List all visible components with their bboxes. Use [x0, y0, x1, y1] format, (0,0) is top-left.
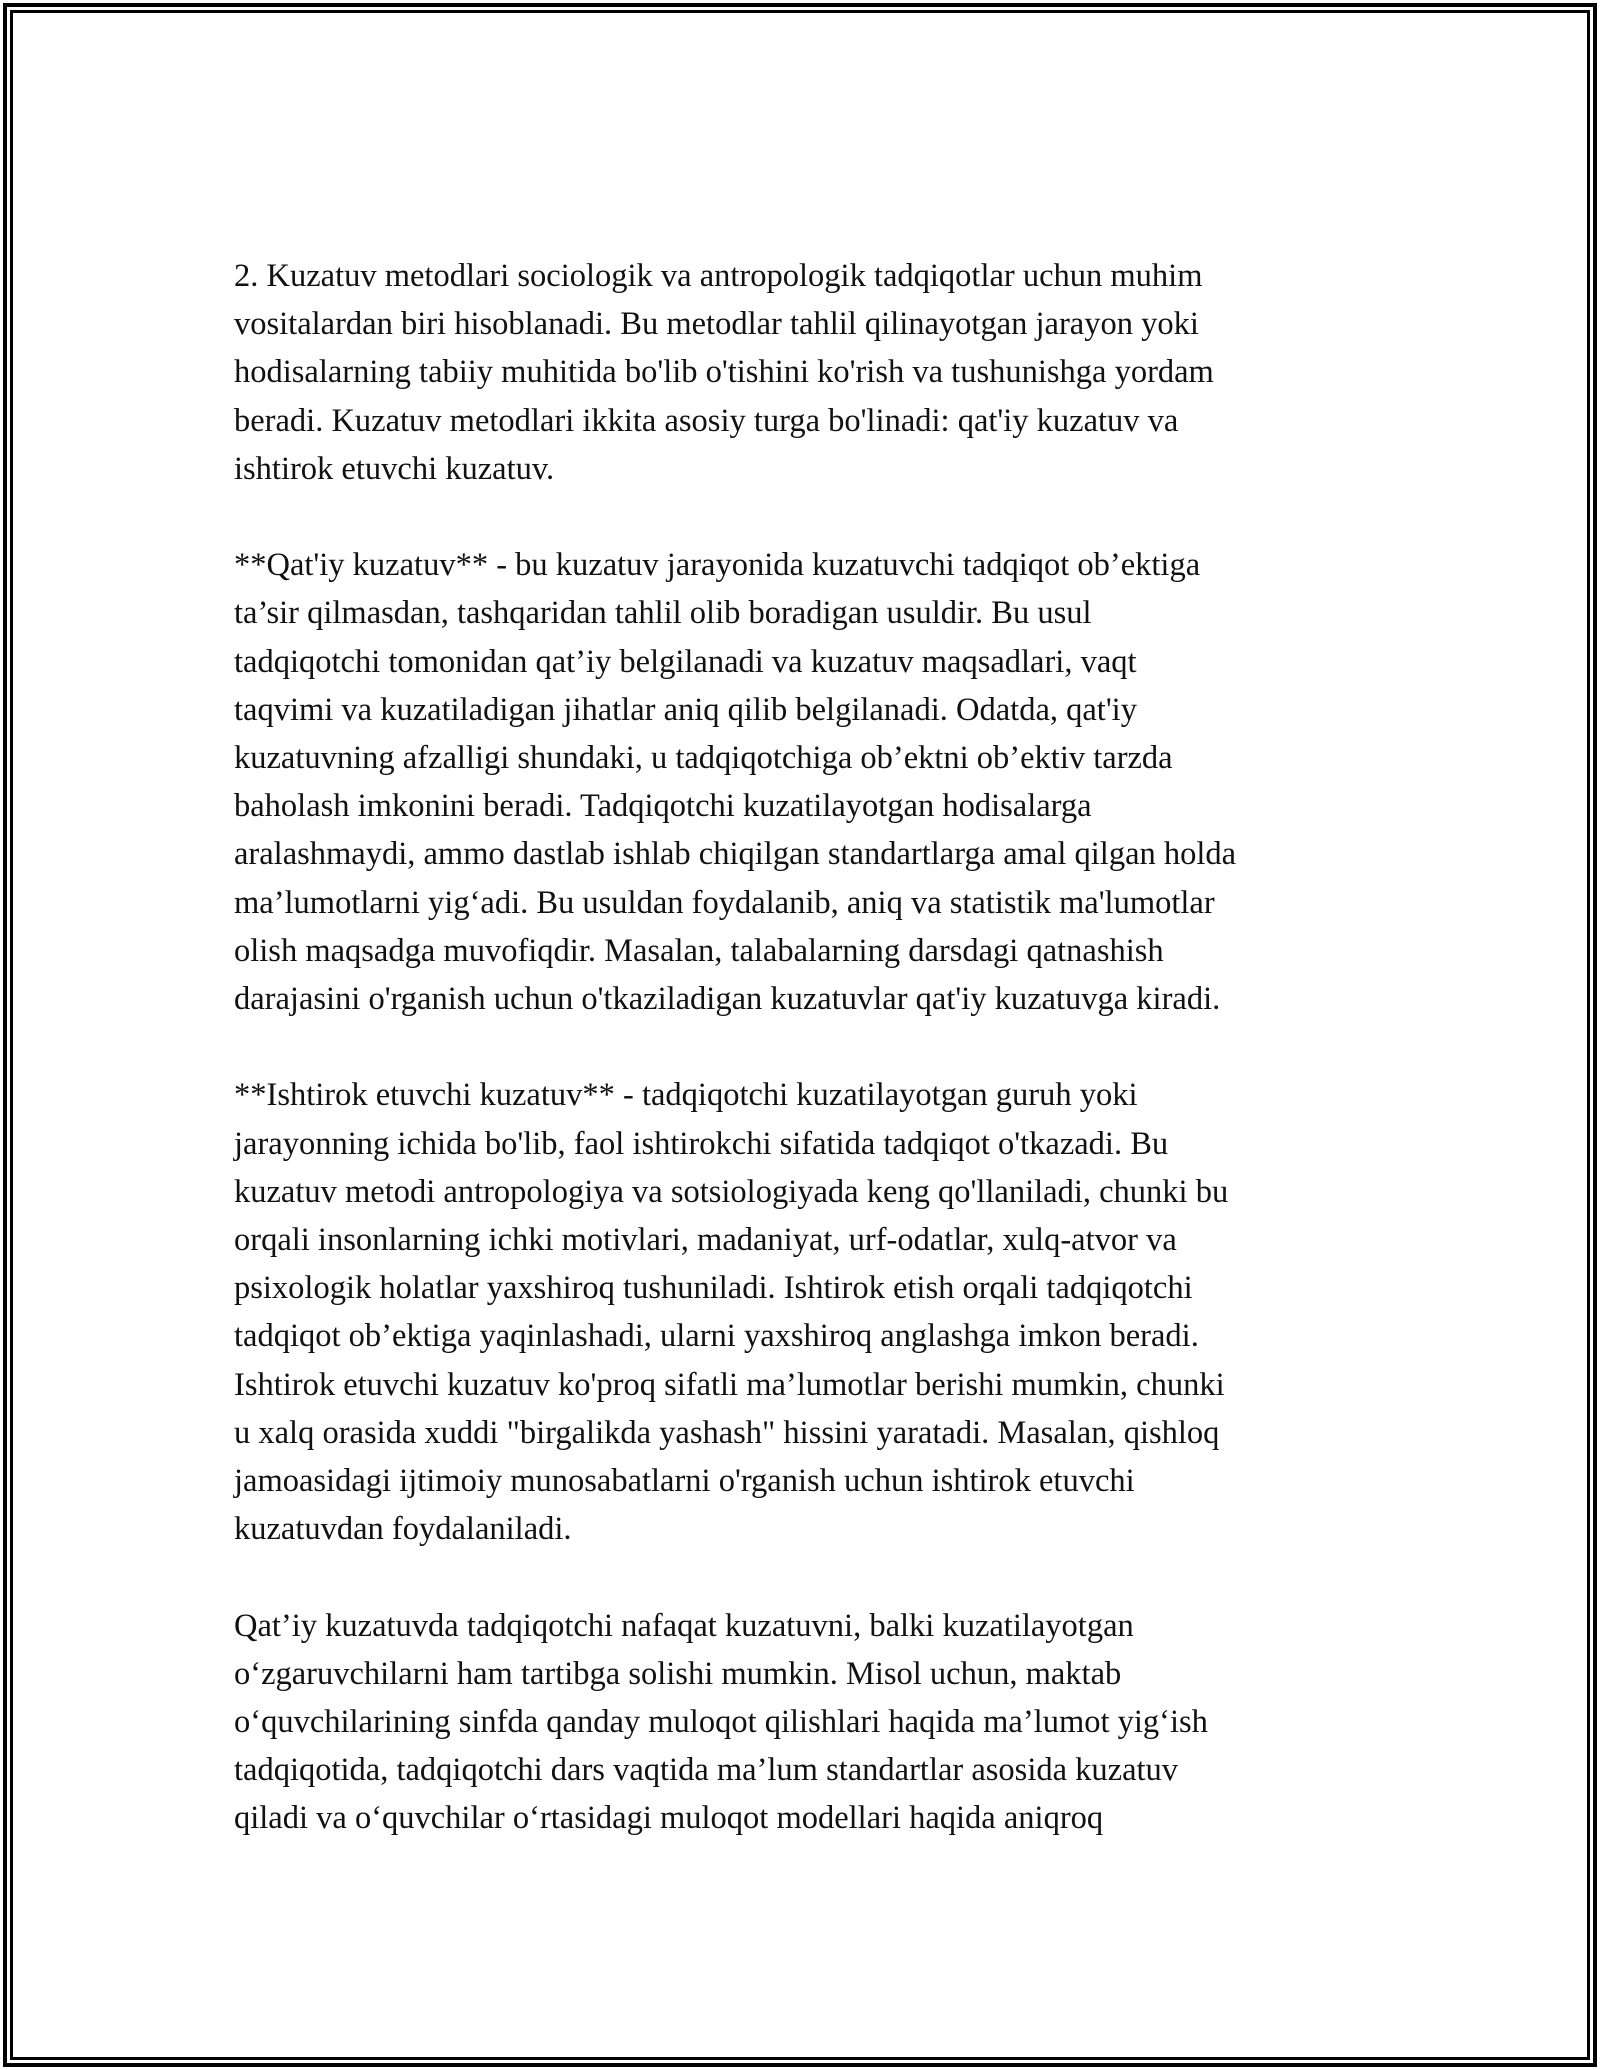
paragraph-strict-observation-example: Qat’iy kuzatuvda tadqiqotchi nafaqat kuzatuvni, balki kuzatilayotgan o‘zgaruvchilarni ham tartibga solishi mumkin. Misol uchun, maktab o‘quvchilarining sinfda qanday muloqot qilishlari haqida ma’lumot yig‘ish tadqiqotida, tadqiqotchi dars vaqtida ma’lum standartlar asosida kuzatuv qiladi va o‘quvchilar o‘rtasidagi muloqot modellari haqida aniqroq: [234, 1607, 1208, 1837]
document-body: [234, 252, 1384, 1843]
paragraph-participant-observation: **Ishtirok etuvchi kuzatuv** - tadqiqotchi kuzatilayotgan guruh yoki jarayonning ichida bo'lib, faol ishtirokchi sifatida tadqiqot o'tkazadi. Bu kuzatuv metodi antropologiya va sotsiologiyada keng qo'llaniladi, chunki bu orqali insonlarning ichki motivlari, madaniyat, urf-odatlar, xulq-atvor va psixologik holatlar yaxshiroq tushuniladi. Ishtirok etish orqali tadqiqotchi tadqiqot ob’ektiga yaqinlashadi, ularni yaxshiroq anglashga imkon beradi. Ishtirok etuvchi kuzatuv ko'proq sifatli ma’lumotlar berishi mumkin, chunki u xalq orasida xuddi "birgalikda yashash" hissini yaratadi. Masalan, qishloq jamoasidagi ijtimoiy munosabatlarni o'rganish uchun ishtirok etuvchi kuzatuvdan foydalaniladi.: [234, 1077, 1229, 1548]
paragraph-intro: 2. Kuzatuv metodlari sociologik va antropologik tadqiqotlar uchun muhim vositalardan biri hisoblanadi. Bu metodlar tahlil qilinayotgan jarayon yoki hodisalarning tabiiy muhitida bo'lib o'tishini ko'rish va tushunishga yordam beradi. Kuzatuv metodlari ikkita asosiy turga bo'linadi: qat'iy kuzatuv va ishtirok etuvchi kuzatuv.: [234, 258, 1214, 487]
paragraph-strict-observation: **Qat'iy kuzatuv** - bu kuzatuv jarayonida kuzatuvchi tadqiqot ob’ektiga ta’sir qilmasdan, tashqaridan tahlil olib boradigan usuldir. Bu usul tadqiqotchi tomonidan qat’iy belgilanadi va kuzatuv maqsadlari, vaqt taqvimi va kuzatiladigan jihatlar aniq qilib belgilanadi. Odatda, qat'iy kuzatuvning afzalligi shundaki, u tadqiqotchiga ob’ektni ob’ektiv tarzda baholash imkonini beradi. Tadqiqotchi kuzatilayotgan hodisalarga aralashmaydi, ammo dastlab ishlab chiqilgan standartlarga amal qilgan holda ma’lumotlarni yig‘adi. Bu usuldan foydalanib, aniq va statistik ma'lumotlar olish maqsadga muvofiqdir. Masalan, talabalarning darsdagi qatnashish darajasini o'rganish uchun o'tkaziladigan kuzatuvlar qat'iy kuzatuvga kiradi.: [234, 547, 1237, 1018]
